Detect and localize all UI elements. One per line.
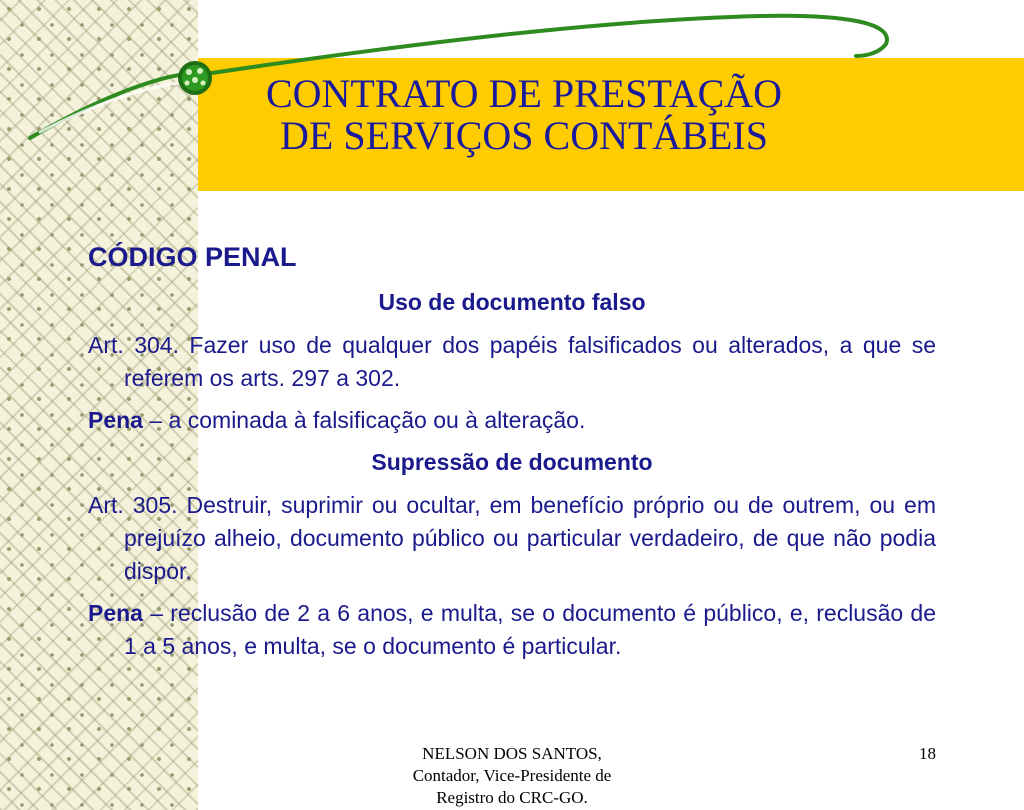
title-line-1: CONTRATO DE PRESTAÇÃO (265, 71, 783, 116)
slide-title (198, 73, 850, 157)
footer-author (380, 743, 644, 809)
footer-line-1: NELSON DOS SANTOS, (422, 744, 602, 763)
slide-content (88, 240, 936, 672)
subtitle-supressao-documento: Supressão de documento (371, 449, 653, 475)
penalty-text: – reclusão de 2 a 6 anos, e multa, se o documento é público, e, reclusão de 1 a 5 anos, e multa, se o documento é particular. (124, 600, 936, 659)
penalty-304 (88, 404, 936, 437)
footer-line-2: Contador, Vice-Presidente de (412, 766, 612, 785)
footer-line-3: Registro do CRC-GO. (436, 788, 588, 807)
penalty-label: Pena (88, 407, 143, 433)
title-line-2: DE SERVIÇOS CONTÁBEIS (280, 113, 768, 158)
article-304: Art. 304. Fazer uso de qualquer dos papéis falsificados ou alterados, a que se referem os arts. 297 a 302. (88, 332, 936, 391)
penalty-305 (88, 597, 936, 663)
section-heading: CÓDIGO PENAL (88, 242, 297, 272)
subtitle-uso-documento-falso: Uso de documento falso (378, 289, 646, 315)
swoosh-highlight (40, 82, 190, 132)
penalty-label: Pena (88, 600, 143, 626)
penalty-text: – a cominada à falsificação ou à alteração. (142, 407, 586, 433)
article-305: Art. 305. Destruir, suprimir ou ocultar, em benefício próprio ou de outrem, ou em prejuízo alheio, documento público ou particular verdadeiro, de que não podia dispor. (88, 492, 936, 584)
page-number: 18 (919, 744, 936, 763)
